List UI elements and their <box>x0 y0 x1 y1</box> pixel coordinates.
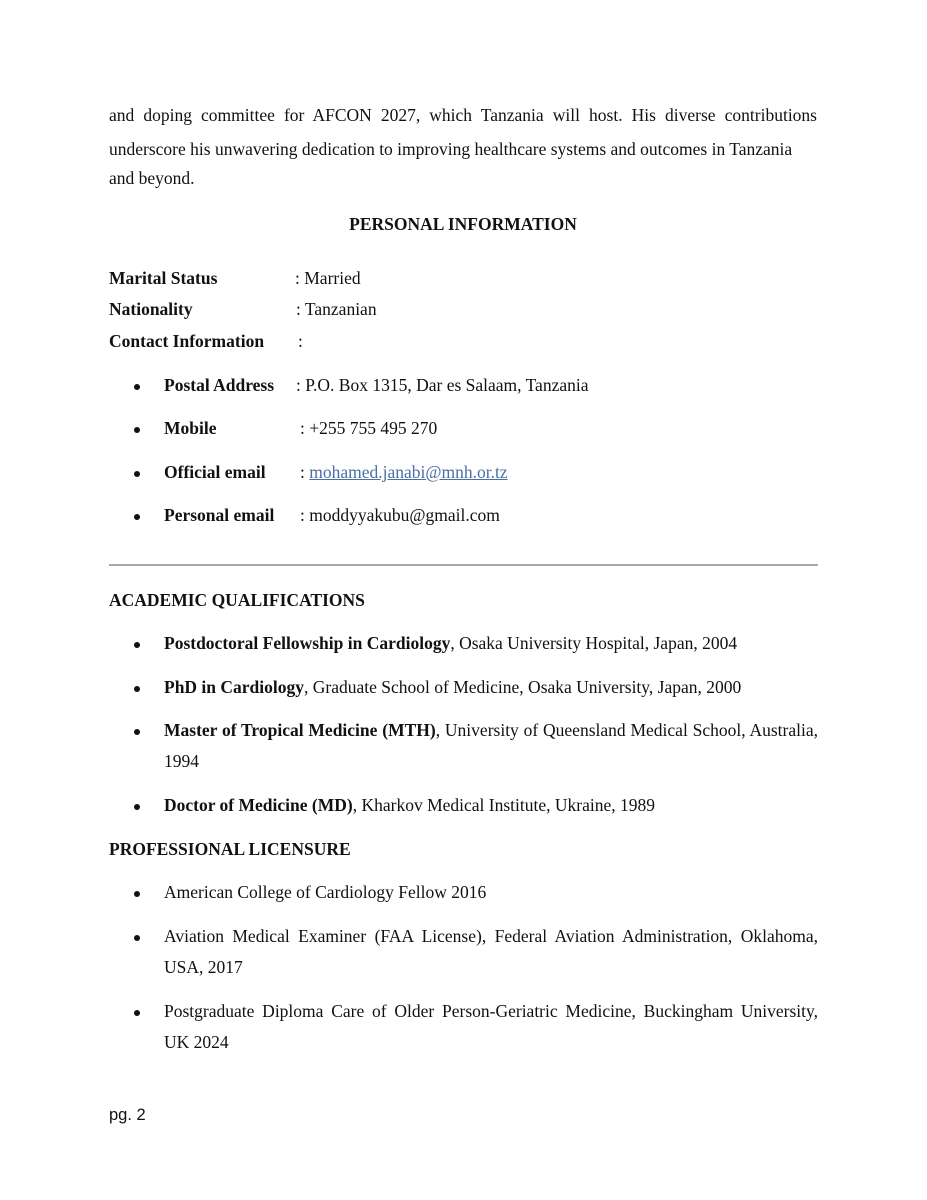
qualification-details: , University of Queensland Medical School, Australia, 1994 <box>164 720 819 771</box>
contact-information-value: : <box>298 331 303 351</box>
mobile-value: : +255 755 495 270 <box>300 418 438 438</box>
qualification-title: PhD in Cardiology <box>164 677 305 697</box>
professional-licensure-heading: PROFESSIONAL LICENSURE <box>109 839 351 859</box>
official-email-label: Official email <box>164 462 266 482</box>
bullet-icon <box>134 427 140 433</box>
postal-address-label: Postal Address <box>164 375 275 395</box>
personal-email-value: : moddyyakubu@gmail.com <box>300 505 500 525</box>
mobile-label: Mobile <box>164 418 217 438</box>
licensure-item-text: Postgraduate Diploma Care of Older Person-Geriatric Medicine, Buckingham University, UK 2024 <box>164 1001 818 1052</box>
contact-information-label: Contact Information <box>109 331 265 351</box>
intro-text: and doping committee for AFCON 2027, which Tanzania will host. His diverse contributions underscore his unwavering dedication to improving healthcare systems and outcomes in Tanzania <box>109 105 817 159</box>
academic-item-text <box>164 715 818 777</box>
qualification-title: Master of Tropical Medicine (MTH) <box>164 720 436 740</box>
intro-paragraph <box>109 98 817 193</box>
nationality-label: Nationality <box>109 299 193 319</box>
marital-status-value: : Married <box>295 268 361 288</box>
academic-item-text <box>164 628 818 659</box>
official-email-separator: : <box>300 462 310 482</box>
section-divider <box>109 564 818 566</box>
licensure-item-text: American College of Cardiology Fellow 2016 <box>164 882 487 902</box>
bullet-icon <box>134 686 140 692</box>
postal-address-value: : P.O. Box 1315, Dar es Salaam, Tanzania <box>296 375 589 395</box>
qualification-title: Doctor of Medicine (MD) <box>164 795 353 815</box>
academic-item-text <box>164 790 818 821</box>
official-email-value-wrap <box>300 462 508 483</box>
intro-last-line: and beyond. <box>109 168 195 188</box>
official-email-link[interactable]: mohamed.janabi@mnh.or.tz <box>309 462 508 482</box>
personal-email-label: Personal email <box>164 505 275 525</box>
academic-item-text <box>164 672 818 703</box>
bullet-icon <box>134 384 140 390</box>
bullet-icon <box>134 891 140 897</box>
bullet-icon <box>134 935 140 941</box>
qualification-details: , Graduate School of Medicine, Osaka University, Japan, 2000 <box>304 677 742 697</box>
bullet-icon <box>134 804 140 810</box>
nationality-value: : Tanzanian <box>296 299 377 319</box>
qualification-details: , Osaka University Hospital, Japan, 2004 <box>450 633 738 653</box>
bullet-icon <box>134 1010 140 1016</box>
qualification-details: , Kharkov Medical Institute, Ukraine, 1989 <box>352 795 656 815</box>
bullet-icon <box>134 729 140 735</box>
bullet-icon <box>134 514 140 520</box>
qualification-title: Postdoctoral Fellowship in Cardiology <box>164 633 451 653</box>
licensure-item-text: Aviation Medical Examiner (FAA License), Federal Aviation Administration, Oklahoma, USA, 2017 <box>164 926 818 977</box>
personal-information-heading: PERSONAL INFORMATION <box>349 214 577 234</box>
bullet-icon <box>134 642 140 648</box>
marital-status-label: Marital Status <box>109 268 218 288</box>
academic-qualifications-heading: ACADEMIC QUALIFICATIONS <box>109 590 365 610</box>
bullet-icon <box>134 471 140 477</box>
page-number: pg. 2 <box>109 1106 146 1124</box>
